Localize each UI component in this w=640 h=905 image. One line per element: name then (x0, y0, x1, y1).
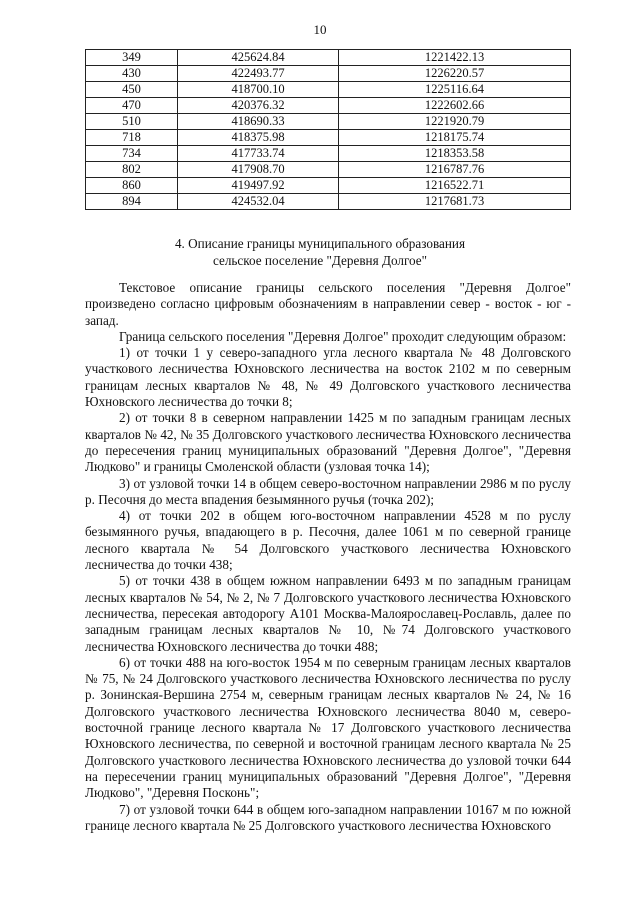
point-number-cell: 802 (86, 162, 178, 178)
y-coordinate-cell: 1225116.64 (339, 82, 571, 98)
table-row (86, 114, 571, 130)
table-row (86, 82, 571, 98)
paragraph: 7) от узловой точки 644 в общем юго-западном направлении 10167 м по южной границе лесного квартала № 25 Долговского участкового лесничества Юхновского (85, 801, 571, 833)
y-coordinate-cell: 1216787.76 (339, 162, 571, 178)
table-row (86, 178, 571, 194)
table-row (86, 50, 571, 66)
section-title-line-2: сельское поселение "Деревня Долгое" (212, 252, 428, 268)
paragraph: Граница сельского поселения "Деревня Долгое" проходит следующим образом: (119, 328, 567, 344)
table-row (86, 194, 571, 210)
point-number-cell: 894 (86, 194, 178, 210)
paragraph: 3) от узловой точки 14 в общем северо-восточном направлении 2986 м по руслу р. Песочня до места впадения безымянного ручья (точка 202); (85, 475, 571, 507)
x-coordinate-cell: 418690.33 (178, 114, 339, 130)
y-coordinate-cell: 1218353.58 (339, 146, 571, 162)
table-row (86, 130, 571, 146)
paragraph: 1) от точки 1 у северо-западного угла лесного квартала № 48 Долговского участкового лесничества Юхновского лесничества на восток 2102 м по северным границам лесных кварталов № 48, № 49 Долговского участкового лесничества Юхновского лесничества до точки 8; (85, 345, 571, 410)
table-row (86, 146, 571, 162)
y-coordinate-cell: 1222602.66 (339, 98, 571, 114)
point-number-cell: 450 (86, 82, 178, 98)
paragraph: 6) от точки 488 на юго-восток 1954 м по северным границам лесных кварталов № 75, № 24 Долговского участкового лесничества Юхновского лесничества по руслу р. Зонинская-Вершина 2754 м, северным границам лесных кварталов № 24, № 16 Долговского участкового лесничества Юхновского лесничества 8040 м, северо-восточной границе лесного квартала № 17 Долговского участкового лесничества Юхновского лесничества, по северной и восточной границам лесного квартала № 25 Долговского участкового лесничества Юхновского лесничества до узловой точки 644 на пересечении границ муниципальных образований "Деревня Долгое", "Деревня Людково", "Деревня Посконь"; (85, 654, 571, 801)
paragraph: 5) от точки 438 в общем южном направлении 6493 м по западным границам лесных кварталов № 54, № 2, № 7 Долговского участкового лесничества Юхновского лесничества, пересекая автодорогу А101 Москва-Малоярославец-Рославль, далее по западным границам лесных кварталов № 10, №74 Долговского участкового лесничества Юхновского лесничества до точки 488; (85, 573, 571, 654)
paragraph: 2) от точки 8 в северном направлении 1425 м по западным границам лесных кварталов № 42, № 35 Долговского участкового лесничества Юхновского лесничества до пересечения границ муниципальных образований "Деревня Долгое", "Деревня Людково" и границы Смоленской области (узловая точка 14); (85, 410, 571, 475)
section-title-line-1: 4. Описание границы муниципального образования (174, 236, 466, 251)
point-number-cell: 718 (86, 130, 178, 146)
paragraph: Текстовое описание границы сельского поселения "Деревня Долгое" произведено согласно цифровым обозначениям в направлении север - восток - юг - запад. (85, 280, 571, 328)
x-coordinate-cell: 424532.04 (178, 194, 339, 210)
point-number-cell: 510 (86, 114, 178, 130)
section-heading (0, 236, 640, 269)
x-coordinate-cell: 420376.32 (178, 98, 339, 114)
table-row (86, 98, 571, 114)
point-number-cell: 734 (86, 146, 178, 162)
point-number-cell: 860 (86, 178, 178, 194)
x-coordinate-cell: 419497.92 (178, 178, 339, 194)
y-coordinate-cell: 1226220.57 (339, 66, 571, 82)
point-number-cell: 430 (86, 66, 178, 82)
page-number: 10 (313, 22, 327, 37)
x-coordinate-cell: 418375.98 (178, 130, 339, 146)
table-row (86, 162, 571, 178)
y-coordinate-cell: 1218175.74 (339, 130, 571, 146)
paragraph: 4) от точки 202 в общем юго-восточном направлении 4528 м по руслу безымянного ручья, впадающего в р. Песочня, далее 1061 м по северной границе лесного квартала № 54 Долговского участкового лесничества Юхновского лесничества до точки 438; (85, 508, 571, 573)
y-coordinate-cell: 1216522.71 (339, 178, 571, 194)
x-coordinate-cell: 417733.74 (178, 146, 339, 162)
coordinates-table (85, 49, 571, 210)
y-coordinate-cell: 1221920.79 (339, 114, 571, 130)
x-coordinate-cell: 418700.10 (178, 82, 339, 98)
x-coordinate-cell: 417908.70 (178, 162, 339, 178)
x-coordinate-cell: 425624.84 (178, 50, 339, 66)
y-coordinate-cell: 1221422.13 (339, 50, 571, 66)
y-coordinate-cell: 1217681.73 (339, 194, 571, 210)
point-number-cell: 349 (86, 50, 178, 66)
point-number-cell: 470 (86, 98, 178, 114)
x-coordinate-cell: 422493.77 (178, 66, 339, 82)
table-row (86, 66, 571, 82)
boundary-description (85, 280, 571, 834)
